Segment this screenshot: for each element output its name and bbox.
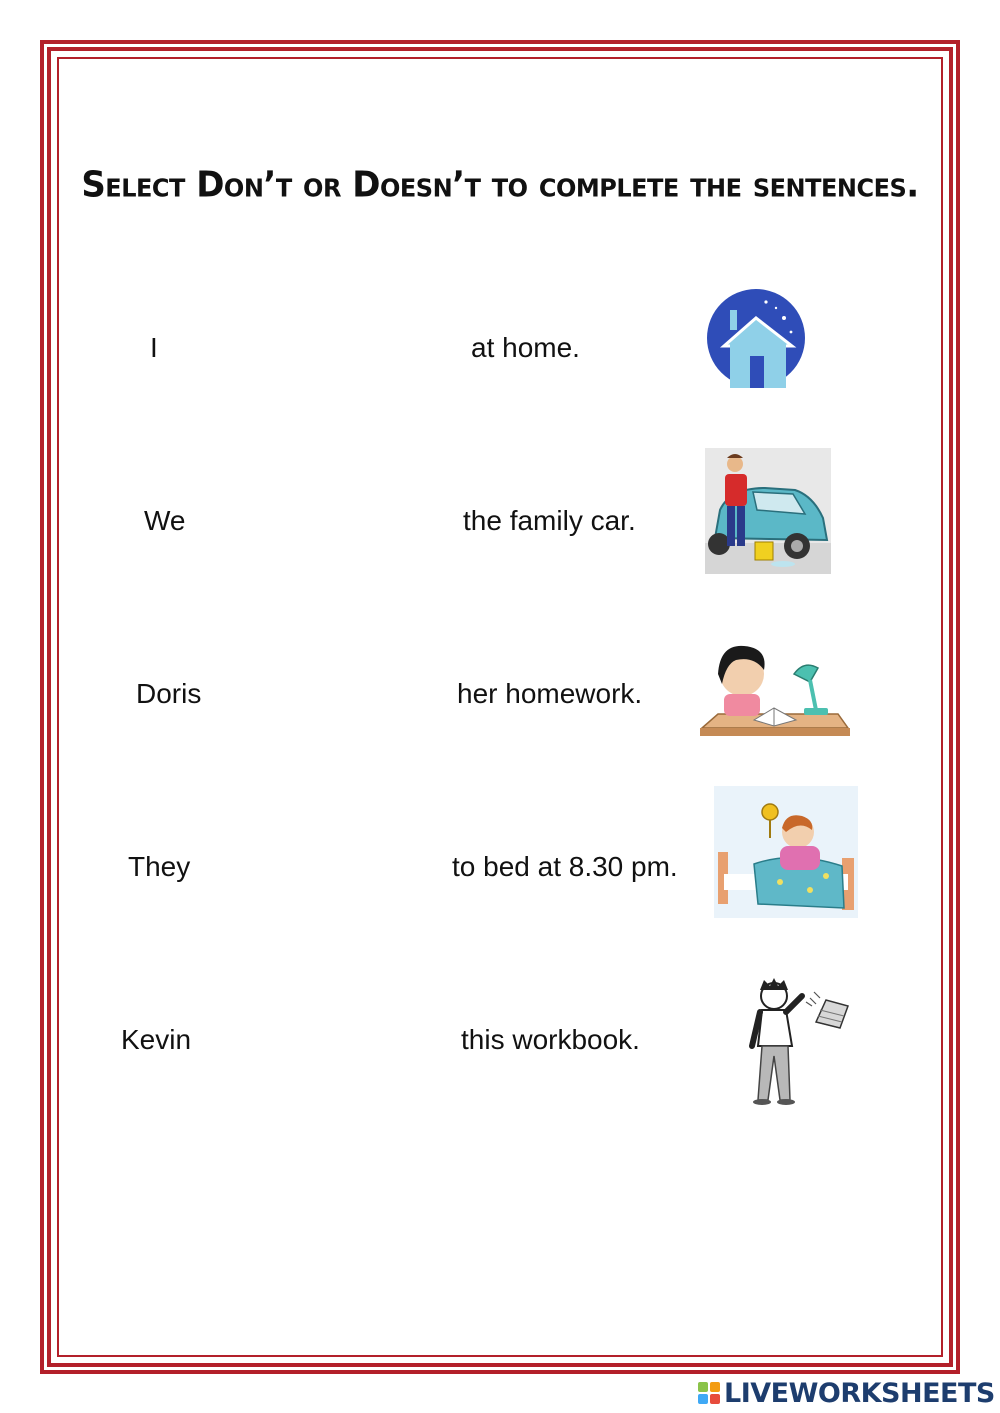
boy-bed-icon — [714, 786, 858, 918]
subject-4: They — [128, 851, 191, 882]
subject-3: Doris — [136, 678, 202, 709]
brand-name: LIVEWORKSHEETS — [724, 1377, 995, 1409]
liveworksheets-logo — [698, 1376, 995, 1410]
subject-2: We — [144, 505, 186, 536]
predicate-2: the family car. — [463, 505, 636, 536]
car-washing-icon — [705, 448, 831, 574]
predicate-1: at home. — [471, 332, 580, 363]
logo-squares-icon — [698, 1382, 720, 1404]
house-night-icon — [706, 288, 806, 388]
girl-homework-icon — [698, 640, 850, 738]
predicate-3: her homework. — [457, 678, 643, 709]
subject-1: I — [150, 332, 158, 363]
predicate-5: this workbook. — [461, 1024, 640, 1055]
worksheet-title: Select Don’t or Doesn’t to complete the sentences. — [81, 164, 919, 206]
subject-5: Kevin — [121, 1024, 192, 1055]
predicate-4: to bed at 8.30 pm. — [452, 851, 678, 882]
boy-throwing-book-icon — [744, 976, 862, 1108]
